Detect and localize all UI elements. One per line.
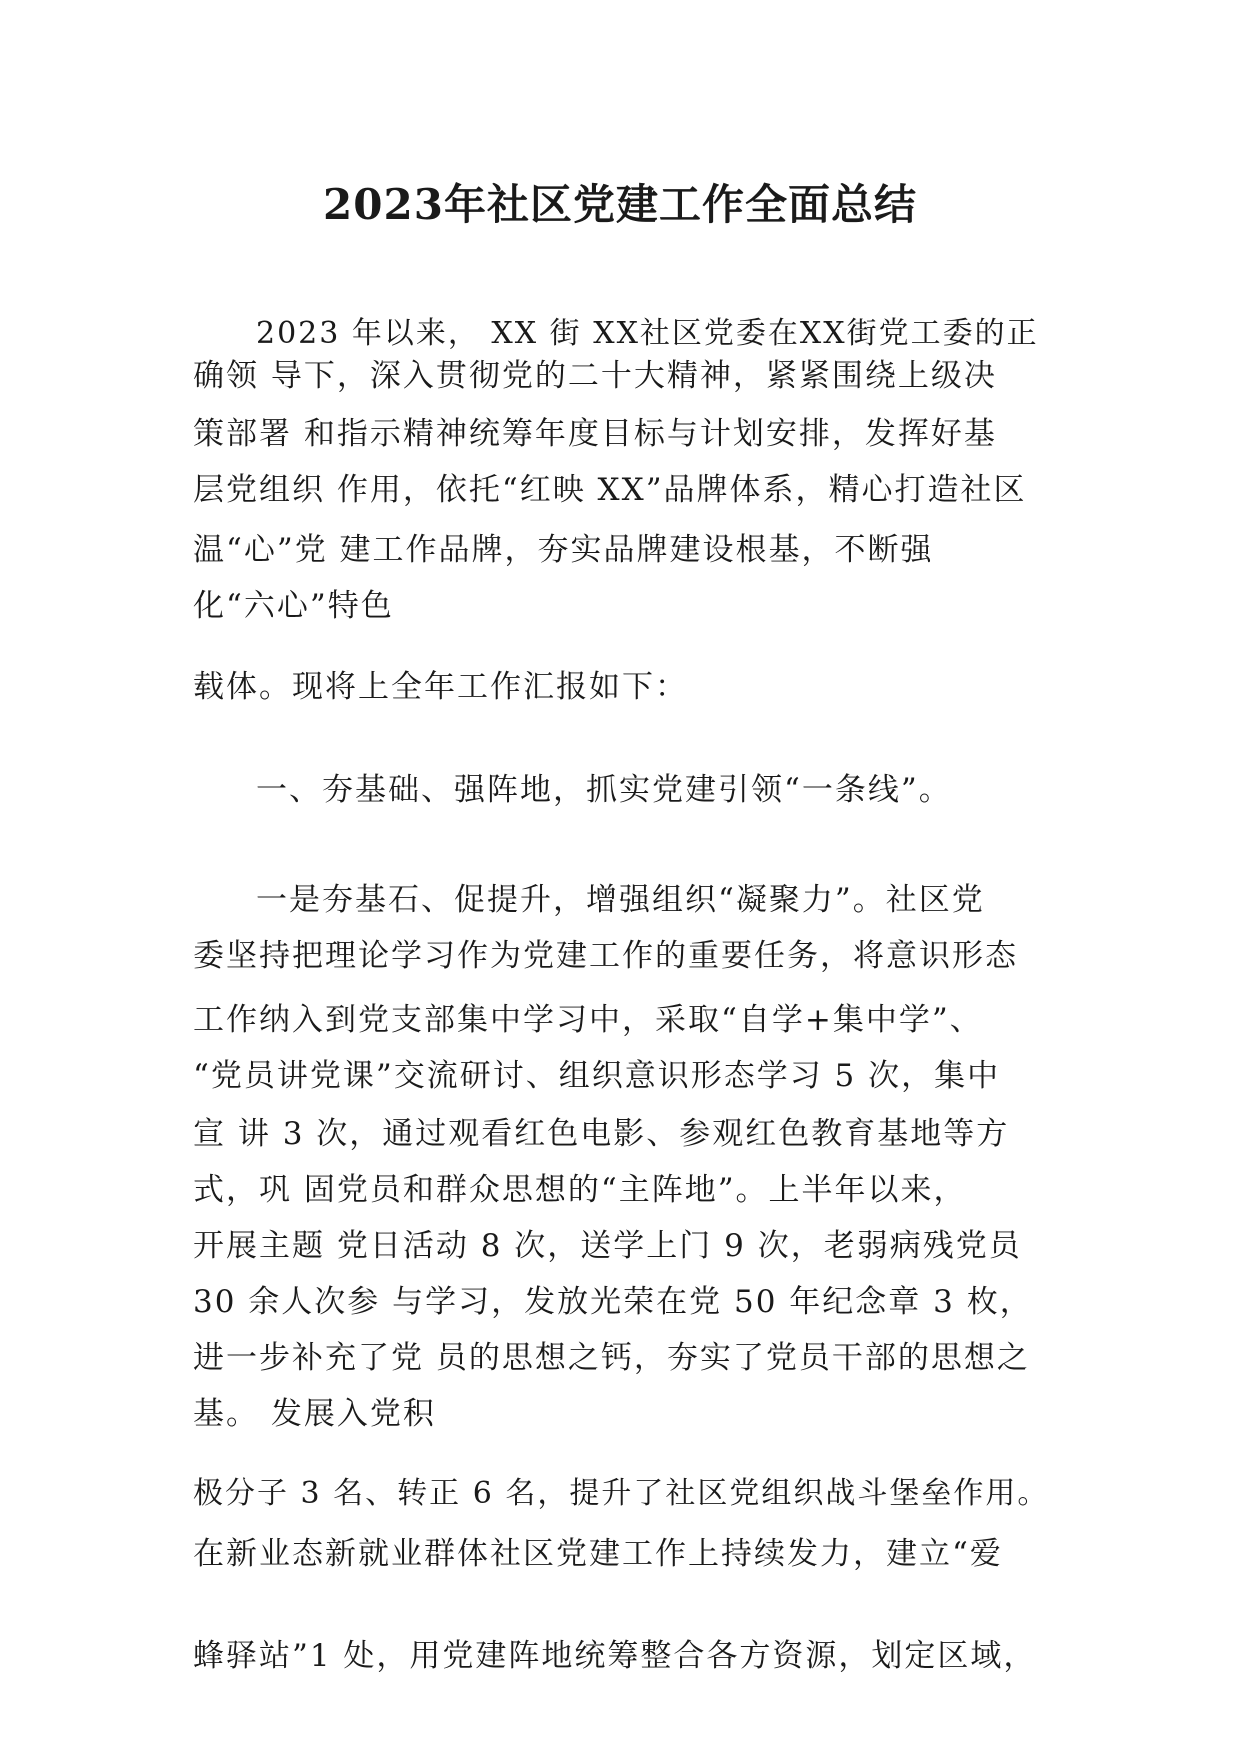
paragraph-line: 蜂驿站”1 处，用党建阵地统筹整合各方资源，划定区域， [193,1638,1037,1674]
paragraph-line: 式，巩 固党员和群众思想的“主阵地”。上半年以来， [193,1172,967,1208]
paragraph-line: 一是夯基石、促提升，增强组织“凝聚力”。社区党 [256,882,985,918]
document-title: 2023年社区党建工作全面总结 [323,180,917,229]
paragraph-line: 基。 发展入党积 [193,1396,436,1432]
paragraph-line: 在新业态新就业群体社区党建工作上持续发力，建立“爱 [193,1536,1003,1572]
paragraph-line: 30 余人次参 与学习，发放光荣在党 50 年纪念章 3 枚， [193,1284,1033,1320]
paragraph-line: 极分子 3 名、转正 6 名，提升了社区党组织战斗堡垒作用。 [193,1476,1050,1511]
paragraph-line: 进一步补充了党 员的思想之钙，夯实了党员干部的思想之 [193,1340,1030,1376]
paragraph-line: 载体。现将上全年工作汇报如下： [193,669,688,705]
paragraph-line: 宣 讲 3 次，通过观看红色电影、参观红色教育基地等方 [193,1116,1010,1152]
paragraph-line: 化“六心”特色 [193,588,394,624]
paragraph-line: “党员讲党课”交流研讨、组织意识形态学习 5 次，集中 [193,1058,1001,1094]
paragraph-line: 确领 导下，深入贯彻党的二十大精神，紧紧围绕上级决 [193,358,997,394]
section-heading: 一、夯基础、强阵地，抓实党建引领“一条线”。 [256,772,952,808]
paragraph-line: 委坚持把理论学习作为党建工作的重要任务，将意识形态 [193,938,1018,974]
paragraph-line: 2023 年以来， XX 街 XX社区党委在XX街党工委的正 [256,316,1039,351]
paragraph-line: 开展主题 党日活动 8 次，送学上门 9 次，老弱病残党员 [193,1228,1022,1264]
paragraph-line: 工作纳入到党支部集中学习中，采取“自学+集中学”、 [193,1002,983,1038]
paragraph-line: 策部署 和指示精神统筹年度目标与计划安排，发挥好基 [193,416,997,452]
paragraph-line: 温“心”党 建工作品牌，夯实品牌建设根基，不断强 [193,532,934,568]
paragraph-line: 层党组织 作用，依托“红映 XX”品牌体系，精心打造社区 [193,472,1027,508]
